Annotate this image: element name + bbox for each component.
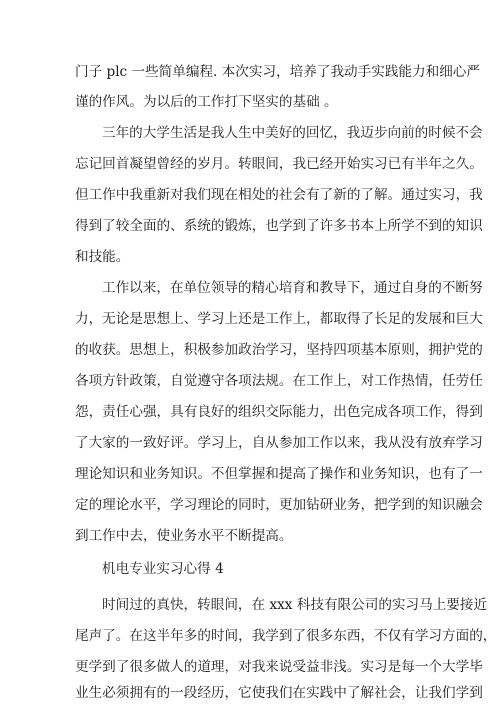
paragraph-3-line-8: 定的理论水平，学习理论的同时，更加钻研业务，把学到的知识融会 — [75, 497, 483, 513]
paragraph-3-line-7: 理论知识和业务知识。不但掌握和提高了操作和业务知识，也有了一 — [75, 466, 483, 482]
final-paragraph-line-4: 业生必须拥有的一段经历，它使我们在实践中了解社会，让我们学到 — [75, 685, 483, 701]
final-paragraph-line-1: 时间过的真快，转眼间，在 xxx 科技有限公司的实习马上要接近 — [102, 597, 488, 613]
final-paragraph-line-2: 尾声了。在这半年多的时间，我学到了很多东西，不仅有学习方面的， — [75, 628, 497, 644]
paragraph-3-line-2: 力，无论是思想上、学习上还是工作上，都取得了长足的发展和巨大 — [75, 311, 483, 327]
paragraph-1-line-1: 门子 plc 一些简单编程. 本次实习，培养了我动手实践能力和细心严 — [75, 64, 480, 80]
paragraph-2-line-5: 和技能。 — [75, 249, 130, 265]
paragraph-3-line-5: 怨，责任心强，具有良好的组织交际能力，出色完成各项工作，得到 — [75, 404, 483, 420]
paragraph-1-line-2: 谨的作风。为以后的工作打下坚实的基础 。 — [75, 94, 338, 110]
paragraph-2-line-2: 忘记回首凝望曾经的岁月。转眼间，我已经开始实习已有半年之久。 — [75, 156, 483, 172]
paragraph-3-line-9: 到工作中去，使业务水平不断提高。 — [75, 528, 293, 544]
final-paragraph-line-3: 更学到了很多做人的道理，对我来说受益非浅。实习是每一个大学毕 — [75, 659, 483, 675]
paragraph-3-line-1: 工作以来，在单位领导的精心培育和教导下，通过自身的不断努 — [102, 280, 483, 296]
section-title: 机电专业实习心得 4 — [102, 561, 224, 577]
paragraph-2-line-3: 但工作中我重新对我们现在相处的社会有了新的了解。通过实习，我 — [75, 187, 483, 203]
paragraph-2-line-1: 三年的大学生活是我人生中美好的回忆，我迈步向前的时候不会 — [102, 125, 483, 141]
paragraph-3-line-6: 了大家的一致好评。学习上，自从参加工作以来，我从没有放弃学习 — [75, 435, 483, 451]
paragraph-2-line-4: 得到了较全面的、系统的锻炼，也学到了许多书本上所学不到的知识 — [75, 218, 483, 234]
paragraph-3-line-3: 的收获。思想上，积极参加政治学习，坚持四项基本原则，拥护党的 — [75, 342, 483, 358]
paragraph-3-line-4: 各项方针政策，自觉遵守各项法规。在工作上，对工作热情，任劳任 — [75, 373, 483, 389]
